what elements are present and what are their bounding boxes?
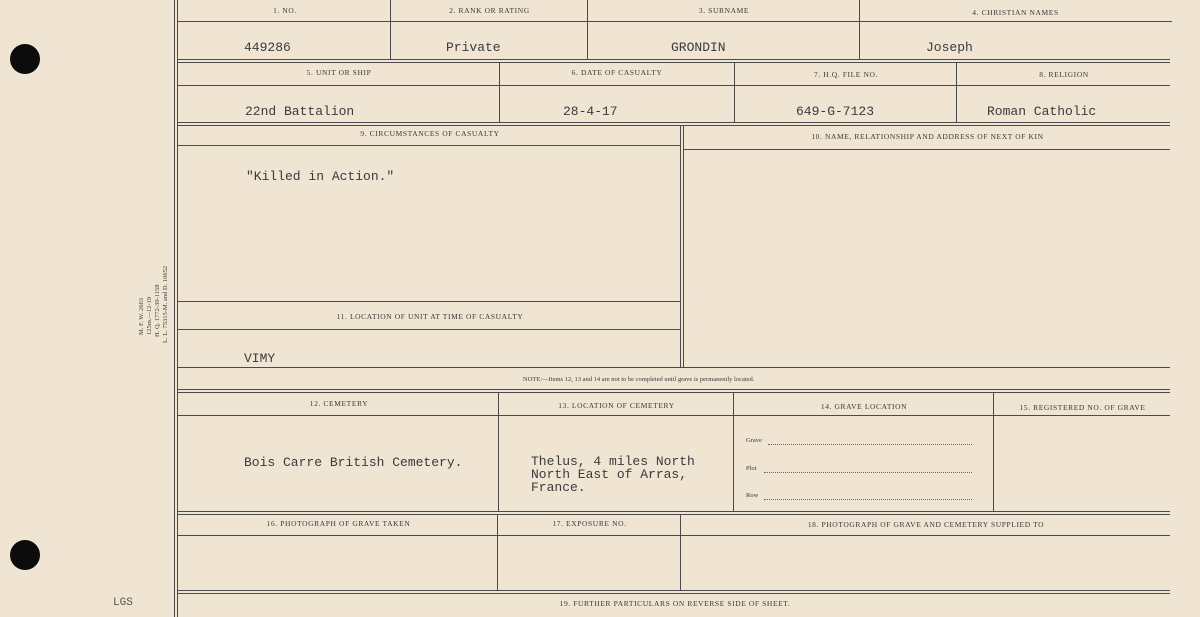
- surname-value: GRONDIN: [671, 40, 726, 55]
- religion-value: Roman Catholic: [987, 104, 1097, 119]
- header-photo-taken: 16. PHOTOGRAPH OF GRAVE TAKEN: [266, 519, 411, 528]
- christian-names-value: Joseph: [926, 40, 973, 55]
- header-christian-names: 4. CHRISTIAN NAMES: [972, 8, 1059, 17]
- header-no: 1. NO.: [273, 6, 297, 15]
- rule: [177, 21, 1172, 22]
- header-unit: 5. UNIT OR SHIP: [306, 68, 372, 77]
- note-text: NOTE:—Items 12, 13 and 14 are not to be completed until grave is permanently located.: [523, 376, 755, 383]
- grave-label: Grave: [746, 437, 762, 444]
- header-registered-no: 15. REGISTERED NO. OF GRAVE: [1019, 403, 1146, 412]
- cemetery-value: Bois Carre British Cemetery.: [244, 455, 463, 470]
- header-photo-supplied: 18. PHOTOGRAPH OF GRAVE AND CEMETERY SUPPLIED TO: [807, 520, 1045, 529]
- casualty-card: M. F. W. 2663 125m.—12-19 H. Q. 1772-39-1158 L. L. 75315-M. and D. 10652 LGS 1. NO. 2. RANK OR RATING 3. SURNAME 4. CHRISTIAN NAMES 449286 Private GRONDIN Joseph 5. UNIT OR SHIP 6. DATE OF CASUALTY 7. H.Q. FILE NO. 8. RELIGION 22nd Battalion 28-4-17 649-G-7123 Roman Catholic 9. CIRCUMSTANCES OF CASUALTY 10. NAME, RELATIONSHIP AND ADDRESS OF NEXT OF KIN "Killed in Action." 11. LOCATION OF UNIT AT TIME OF CASUALTY VIMY NOTE:—Items 12, 13 and 14 are not to be completed until grave is permanently located. 12. CEMETERY 13. LOCATION OF CEMETERY 14. GRAVE LOCATION 15. REGISTERED NO. OF GRAVE Bois Carre British Cemetery. Thelus, 4 miles North North East of Arras, France. Grave Plot Row 16. PHOTOGRAPH OF GRAVE TAKEN 17. EXPOSURE NO. 18. PHOTOGRAPH OF GRAVE AND CEMETERY SUPPLIED TO 19. FURTHER PARTICULARS ON REVERSE SIDE OF SHEET.: [0, 0, 1200, 617]
- header-exposure: 17. EXPOSURE NO.: [552, 519, 627, 528]
- header-location-unit: 11. LOCATION OF UNIT AT TIME OF CASUALTY: [336, 312, 524, 321]
- plot-label: Plot: [746, 465, 757, 472]
- header-cemetery: 12. CEMETERY: [309, 399, 369, 408]
- header-religion: 8. RELIGION: [1039, 70, 1089, 79]
- location-cemetery-value: Thelus, 4 miles North North East of Arras, France.: [531, 454, 695, 495]
- file-value: 649-G-7123: [796, 104, 875, 119]
- header-next-of-kin: 10. NAME, RELATIONSHIP AND ADDRESS OF NEXT OF KIN: [811, 132, 1044, 141]
- location-unit-value: VIMY: [244, 351, 276, 366]
- header-circumstances: 9. CIRCUMSTANCES OF CASUALTY: [360, 129, 500, 138]
- header-further-particulars: 19. FURTHER PARTICULARS ON REVERSE SIDE OF SHEET.: [559, 599, 791, 608]
- service-number: 449286: [244, 40, 291, 55]
- circumstances-value: "Killed in Action.": [246, 169, 395, 184]
- punch-hole-bottom: [10, 540, 40, 570]
- header-date: 6. DATE OF CASUALTY: [571, 68, 663, 77]
- punch-hole-top: [10, 44, 40, 74]
- date-value: 28-4-17: [563, 104, 618, 119]
- footer-code: LGS: [113, 597, 133, 609]
- unit-value: 22nd Battalion: [245, 104, 355, 119]
- header-location-cemetery: 13. LOCATION OF CEMETERY: [558, 401, 675, 410]
- rank-value: Private: [446, 40, 501, 55]
- header-file: 7. H.Q. FILE NO.: [814, 70, 878, 79]
- header-rank: 2. RANK OR RATING: [449, 6, 530, 15]
- header-surname: 3. SURNAME: [698, 6, 750, 15]
- row-label: Row: [746, 492, 759, 499]
- border-left: [174, 0, 175, 617]
- header-grave-location: 14. GRAVE LOCATION: [820, 402, 908, 411]
